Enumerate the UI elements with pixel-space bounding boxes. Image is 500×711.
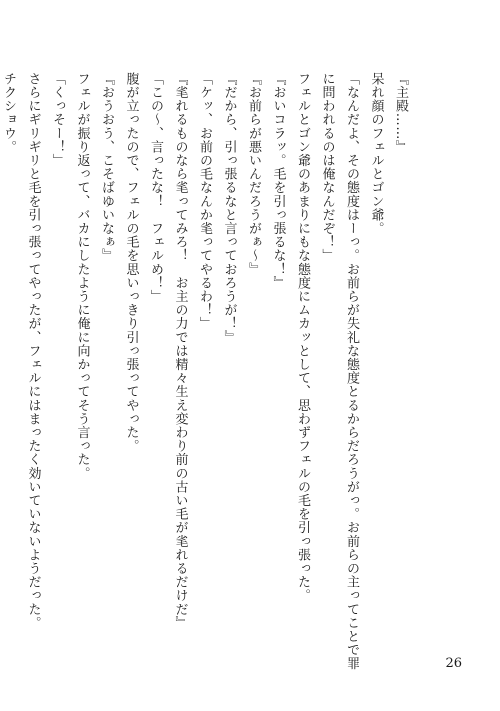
text-line: 「くっそー！」 (50, 72, 65, 168)
text-line: 『おうおう、こそばゆいなぁ』 (99, 72, 114, 263)
text-line: 『だから、引っ張るなと言っておろうが！』 (221, 72, 237, 344)
text-line: 「この～、言ったな！ フェルめ！」 (148, 72, 163, 304)
text-line: 腹が立ったので、フェルの毛を思いっきり引っ張ってやった。 (123, 72, 139, 453)
text-line: さらにギリギリと毛を引っ張ってやったが、フェルにはまったく効いていないようだった。 (25, 72, 41, 630)
vertical-text-block (0, 72, 412, 671)
text-line: 『おいコラッ。毛を引っ張るな！』 (270, 72, 286, 290)
text-line: 『毟れるものなら毟ってみろ！ お主の力では精々生え変わり前の古い毛が毟れるだけだ』 (172, 72, 188, 630)
text-line: 「なんだよ、その態度はーっ。お前らが失礼な態度とるからだろうがっ。お前らの主ってことで罪 (344, 72, 359, 671)
text-line: 「ケッ、お前の毛なんか毟ってやるわ！」 (197, 72, 212, 331)
text-line: 呆れ顔のフェルとゴン爺。 (368, 72, 384, 236)
text-line: フェルとゴン爺のあまりにもな態度にムカッとして、思わずフェルの毛を引っ張った。 (295, 72, 310, 603)
text-line: 『主殿……』 (393, 72, 408, 154)
text-line: フェルが振り返って、バカにしたように俺に向かってそう言った。 (74, 72, 90, 480)
text-line: 『お前らが悪いんだろうがぁ～』 (246, 72, 261, 276)
text-line: に問われるのは俺なんだぞ！」 (319, 72, 335, 263)
text-line: チクショウ。 (1, 72, 16, 154)
page-number: 26 (445, 656, 462, 671)
